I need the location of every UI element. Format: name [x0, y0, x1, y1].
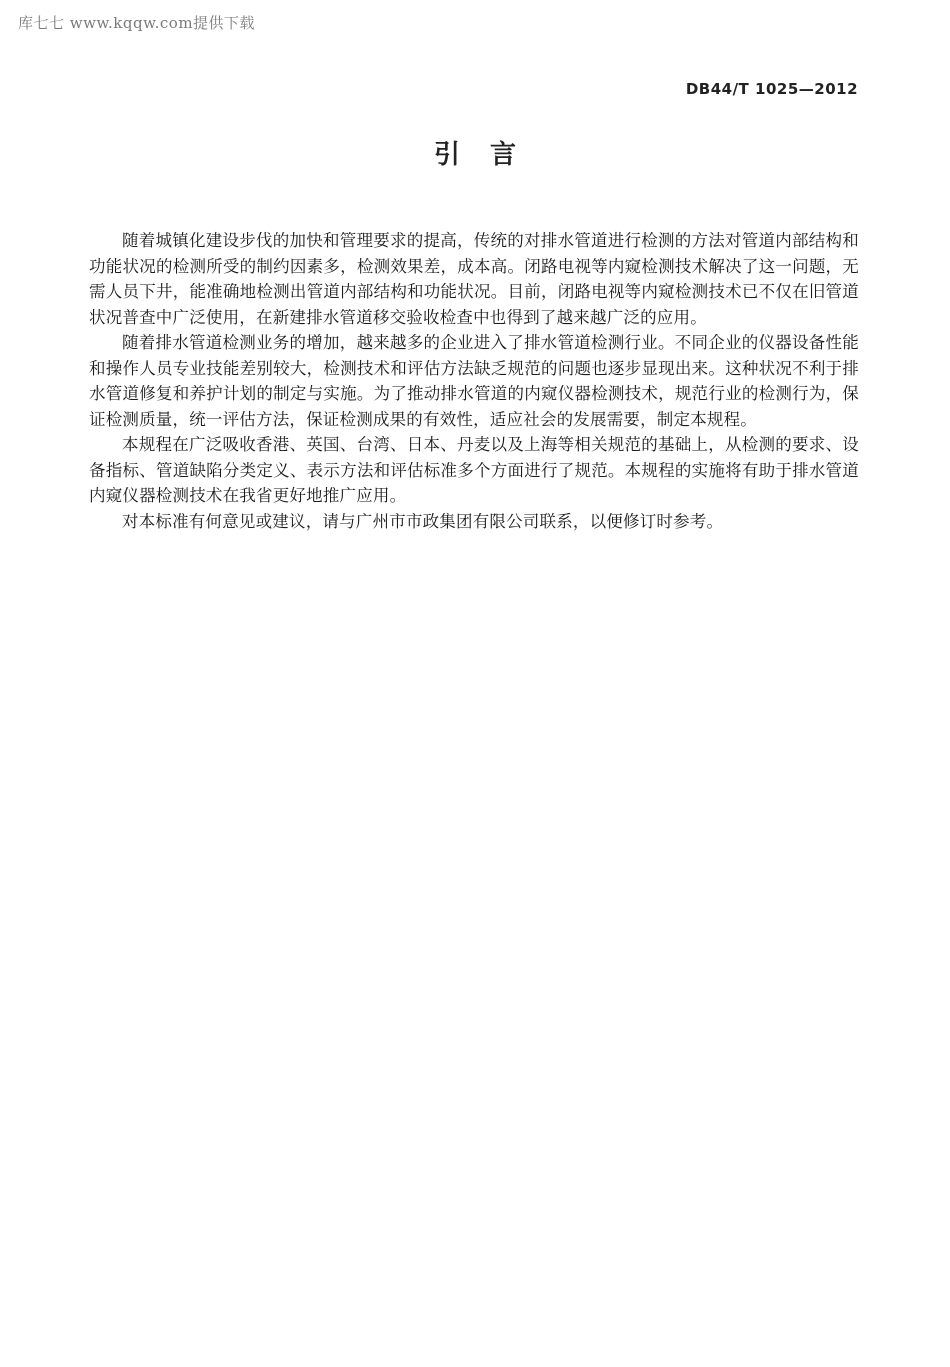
standard-number: DB44/T 1025—2012	[685, 80, 858, 98]
body-text	[89, 228, 859, 534]
paragraph-2: 随着排水管道检测业务的增加，越来越多的企业进入了排水管道检测行业。不同企业的仪器设备性能和操作人员专业技能差别较大，检测技术和评估方法缺乏规范的问题也逐步显现出来。这种状况不利于排水管道修复和养护计划的制定与实施。为了推动排水管道的内窥仪器检测技术，规范行业的检测行为，保证检测质量，统一评估方法，保证检测成果的有效性，适应社会的发展需要，制定本规程。	[89, 333, 859, 429]
paragraph-1: 随着城镇化建设步伐的加快和管理要求的提高，传统的对排水管道进行检测的方法对管道内部结构和功能状况的检测所受的制约因素多，检测效果差，成本高。闭路电视等内窥检测技术解决了这一问题，无需人员下井，能准确地检测出管道内部结构和功能状况。目前，闭路电视等内窥检测技术已不仅在旧管道状况普查中广泛使用，在新建排水管道移交验收检查中也得到了越来越广泛的应用。	[89, 231, 859, 327]
paragraph-3: 本规程在广泛吸收香港、英国、台湾、日本、丹麦以及上海等相关规范的基础上，从检测的要求、设备指标、管道缺陷分类定义、表示方法和评估标准多个方面进行了规范。本规程的实施将有助于排水管道内窥仪器检测技术在我省更好地推广应用。	[89, 435, 859, 505]
page-title: 引言	[433, 140, 546, 170]
watermark-text: 库七七 www.kqqw.com提供下载	[18, 14, 256, 32]
paragraph-4: 对本标准有何意见或建议，请与广州市市政集团有限公司联系，以便修订时参考。	[122, 511, 724, 531]
